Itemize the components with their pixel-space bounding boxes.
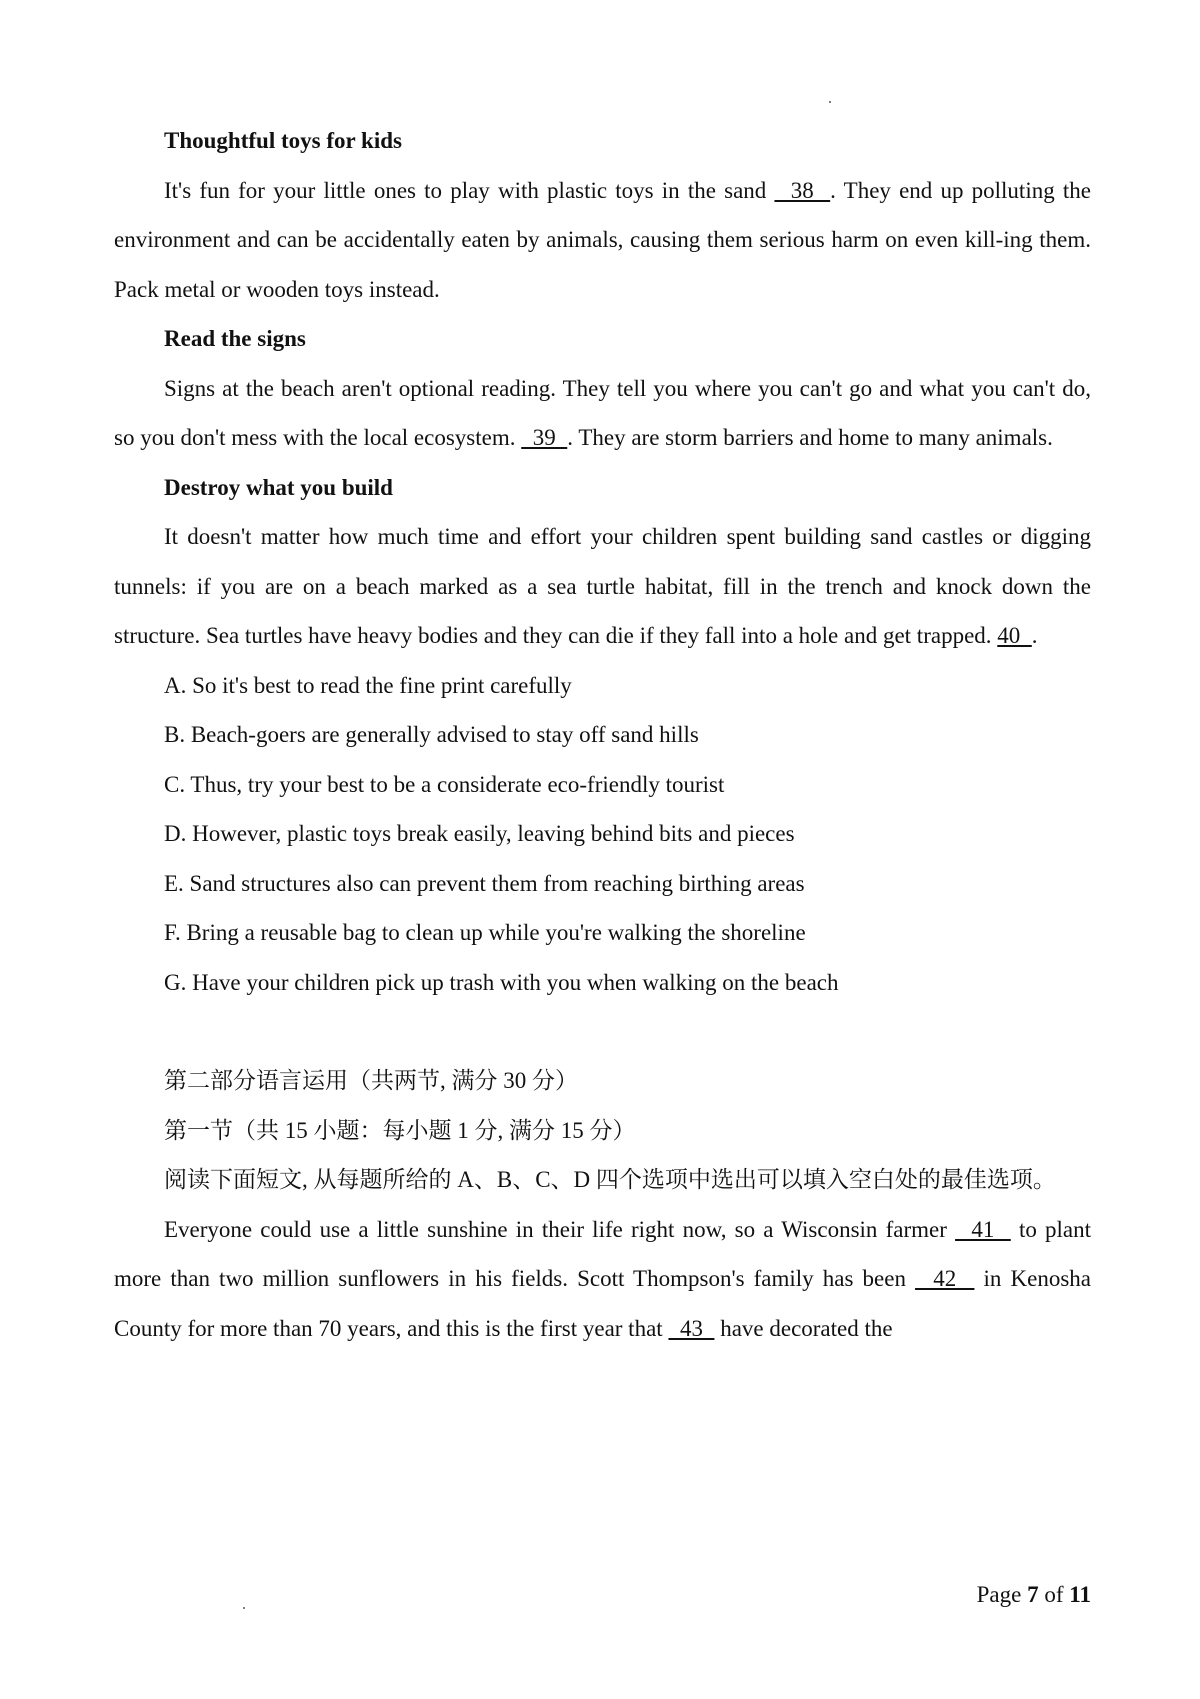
of-label: of — [1038, 1582, 1070, 1607]
part2-title: 第二部分语言运用（共两节, 满分 30 分） — [164, 1068, 578, 1093]
page-number — [968, 1582, 1091, 1608]
option-b: B. Beach-goers are generally advised to stay off sand hills — [164, 722, 699, 747]
option-a: A. So it's best to read the fine print carefully — [164, 672, 572, 698]
text-segment: have decorated the — [714, 1315, 893, 1341]
blank-41: 41 — [955, 1216, 1011, 1242]
paragraph-toys — [114, 166, 1091, 315]
blank-39: 39 — [521, 425, 568, 450]
spacer — [114, 1007, 1091, 1056]
heading-toys: Thoughtful toys for kids — [164, 128, 402, 153]
current-page: 7 — [1027, 1582, 1039, 1607]
option-e: E. Sand structures also can prevent them from reaching birthing areas — [164, 870, 805, 896]
part2-instruction: 阅读下面短文, 从每题所给的 A、B、C、D 四个选项中选出可以填入空白处的最佳选项。 — [164, 1167, 1056, 1192]
part2-section1: 第一节（共 15 小题：每小题 1 分, 满分 15 分） — [164, 1117, 636, 1143]
page-content — [114, 116, 1091, 1353]
scan-speck — [829, 101, 831, 103]
heading-signs: Read the signs — [164, 326, 306, 351]
text-segment: to plant more than two million sunflowers in his fields. Scott Thompson's family has been — [114, 1216, 1091, 1291]
heading-destroy: Destroy what you build — [164, 474, 393, 500]
text-segment: . — [1031, 623, 1038, 648]
blank-42: 42 — [915, 1266, 975, 1291]
text-segment: It doesn't matter how much time and effort your children spent building sand castles or digging tunnels: if you are on a beach marked as a sea turtle habitat, fill in the trench and knock down the structure. Sea turtles have heavy bodies and they can die if they fall into a hole and get trapped. — [114, 524, 1091, 648]
page-label: Page — [976, 1582, 1028, 1607]
scan-speck — [243, 1607, 245, 1609]
text-segment: . They end up polluting the environment and can be accidentally eaten by animals, causing them serious harm on even kill-ing them. Pack metal or wooden toys instead. — [114, 177, 1091, 302]
blank-40: 40 — [997, 623, 1032, 648]
text-segment: in Kenosha County for more than 70 years, and this is the first year that — [114, 1266, 1091, 1341]
text-segment: . They are storm barriers and home to many animals. — [567, 425, 1053, 450]
paragraph-signs — [114, 364, 1091, 463]
text-segment: Everyone could use a little sunshine in their life right now, so a Wisconsin farmer — [164, 1216, 956, 1242]
text-segment: It's fun for your little ones to play with plastic toys in the sand — [164, 177, 775, 203]
option-f: F. Bring a reusable bag to clean up while you're walking the shoreline — [164, 920, 806, 945]
blank-38: 38 — [774, 177, 831, 203]
option-d: D. However, plastic toys break easily, leaving behind bits and pieces — [164, 821, 795, 846]
paragraph-destroy — [114, 512, 1091, 661]
blank-43: 43 — [668, 1315, 715, 1341]
option-g: G. Have your children pick up trash with you when walking on the beach — [164, 969, 839, 995]
text-segment: Signs at the beach aren't optional reading. They tell you where you can't go and what you can't do, so you don't mess with the local ecosystem. — [114, 375, 1091, 450]
passage-paragraph — [114, 1205, 1091, 1354]
option-c: C. Thus, try your best to be a considerate eco-friendly tourist — [164, 771, 725, 797]
total-pages: 11 — [1069, 1582, 1091, 1607]
